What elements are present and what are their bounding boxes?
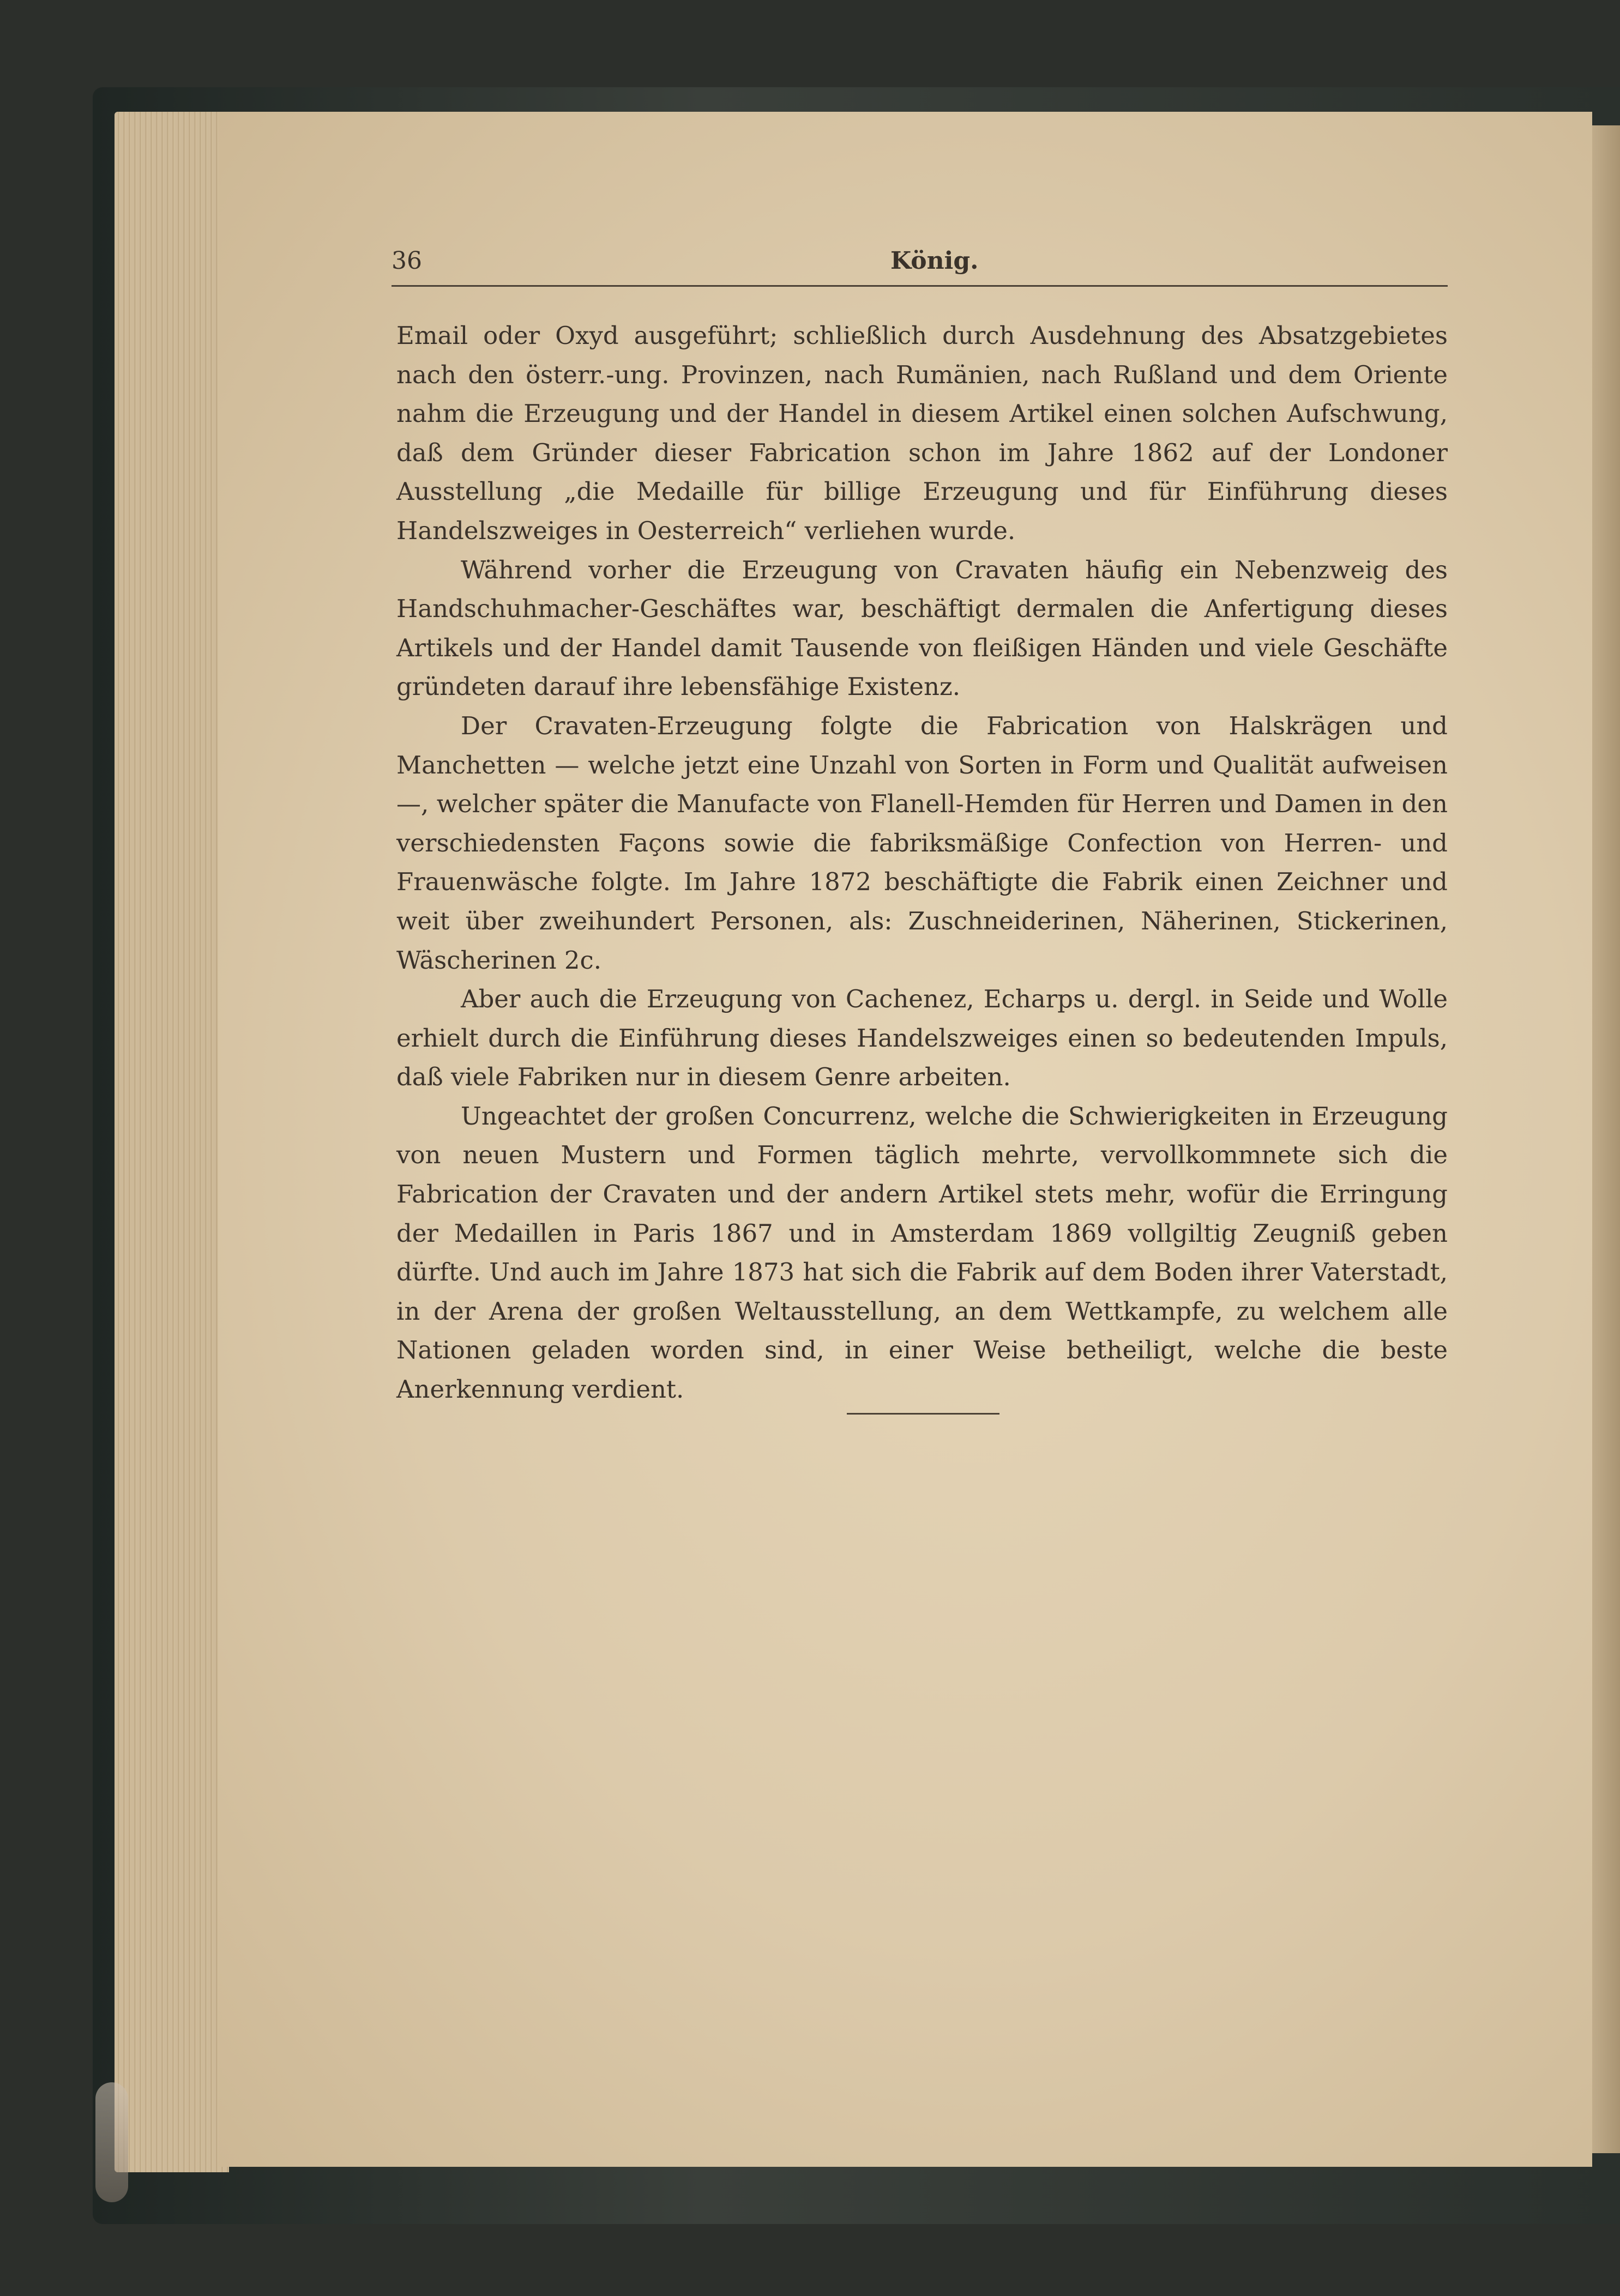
paragraph-2: Während vorher die Erzeugung von Cravaten häufig ein Nebenzweig des Handschuhmacher-Geschäftes war, beschäftigt dermalen die Anfertigung dieses Artikels und der Handel damit Tausende von fleißigen Händen und viele Geschäfte gründeten darauf ihre lebensfähige Existenz.	[396, 555, 1448, 702]
page-edges	[115, 112, 229, 2172]
page-header-title: König.	[890, 247, 979, 275]
end-rule-divider	[847, 1413, 999, 1415]
body-text	[396, 316, 1448, 1409]
bookmark-thread	[95, 2082, 128, 2202]
paragraph-1: Email oder Oxyd ausgeführt; schließlich durch Ausdehnung des Absatzgebietes nach den österr.-ung. Provinzen, nach Rumänien, nach Rußland und dem Oriente nahm die Erzeugung und der Handel in diesem Artikel einen solchen Aufschwung, daß dem Gründer dieser Fabrication schon im Jahre 1862 auf der Londoner Ausstellung „die Medaille für billige Erzeugung und für Einführung dieses Handelszweiges in Oesterreich“ verliehen wurde.	[396, 321, 1448, 545]
paragraph-3: Der Cravaten-Erzeugung folgte die Fabrication von Halskrägen und Manchetten — welche jetzt eine Unzahl von Sorten in Form und Qualität aufweisen —, welcher später die Manufacte von Flanell-Hemden für Herren und Damen in den verschiedensten Façons sowie die fabriksmäßige Confection von Herren- und Frauenwäsche folgte. Im Jahre 1872 beschäftigte die Fabrik einen Zeichner und weit über zweihundert Personen, als: Zuschneiderinen, Näherinen, Stickerinen, Wäscherinen 2c.	[396, 711, 1448, 975]
page-number: 36	[392, 247, 422, 275]
paragraph-5: Ungeachtet der großen Concurrenz, welche die Schwierigkeiten in Erzeugung von neuen Mustern und Formen täglich mehrte, vervollkommnete sich die Fabrication der Cravaten und der andern Artikel stets mehr, wofür die Erringung der Medaillen in Paris 1867 und in Amsterdam 1869 vollgiltig Zeugniß geben dürfte. Und auch im Jahre 1873 hat sich die Fabrik auf dem Boden ihrer Vaterstadt, in der Arena der großen Weltausstellung, an dem Wettkampfe, zu welchem alle Nationen geladen worden sind, in einer Weise betheiligt, welche die beste Anerkennung verdient.	[396, 1101, 1448, 1404]
running-head	[392, 247, 1448, 287]
paragraph-4: Aber auch die Erzeugung von Cachenez, Echarps u. dergl. in Seide und Wolle erhielt durch die Einführung dieses Handelszweiges einen so bedeutenden Impuls, daß viele Fabriken nur in diesem Genre arbeiten.	[396, 984, 1448, 1092]
